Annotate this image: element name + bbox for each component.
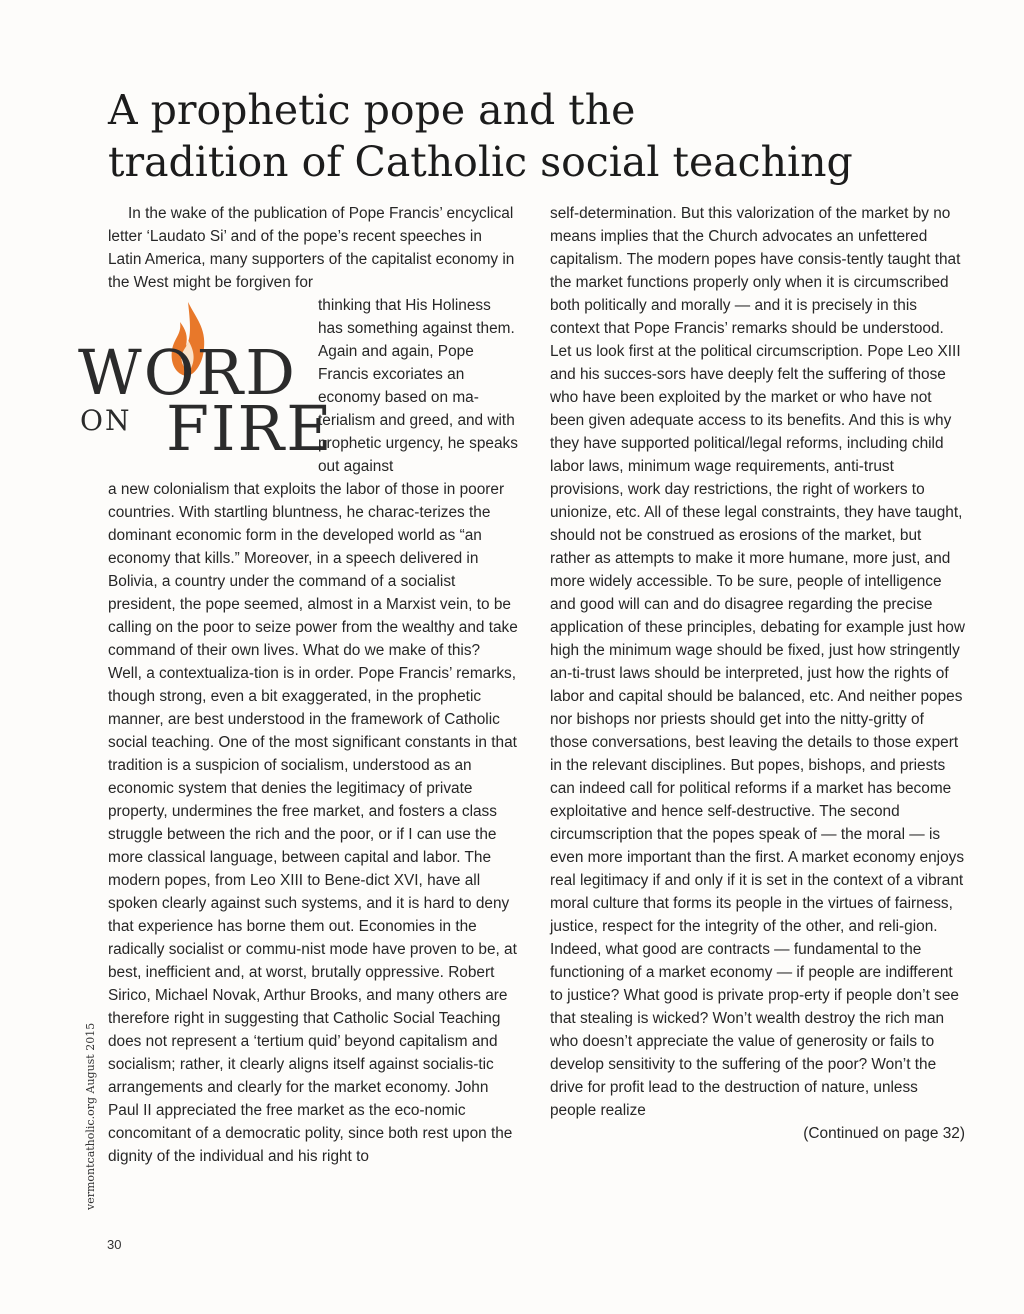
title-line-2: tradition of Catholic social teaching bbox=[108, 138, 853, 186]
title-line-1: A prophetic pope and the bbox=[108, 86, 636, 134]
article-title bbox=[108, 84, 988, 188]
right-body-paragraph: self-determination. But this valorization of the market by no means implies that the Church advocates an unfettered capitalism. The modern popes have consis-tently taught that the market functions properly only when it is circumscribed both politically and morally — and it is precisely in this context that Pope Francis’ remarks should be understood. Let us look first at the political circumscription. Pope Leo XIII and his succes-sors have deeply felt the suffering of those who have been exploited by the market or who have not been given adequate access to its benefits. And this is why they have supported political/legal reforms, including child labor laws, minimum wage requirements, anti-trust provisions, work day restrictions, the right of workers to unionize, etc. All of these legal constraints, they have taught, should not be construed as erosions of the market, but rather as attempts to make it more humane, more just, and more widely accessible. To be sure, people of intelligence and good will can and do disagree regarding the precise application of these principles, debating for example just how high the minimum wage should be fixed, just how stringently an-ti-trust laws should be interpreted, just how the rights of labor and capital should be balanced, etc. And neither popes nor bishops nor priests should get into the nitty-gritty of those conversations, best leaving the details to those expert in the relevant disciplines. But popes, bishops, and priests can indeed call for political reforms if a market has become exploitative and hence self-destructive. The second circumscription that the popes speak of — the moral — is even more important than the first. A market economy enjoys real legitimacy if and only if it is set in the context of a vibrant moral culture that forms its people in the virtues of fairness, justice, respect for the integrity of the other, and reli-gion. Indeed, what good are contracts — fundamental to the functioning of a market economy — if people are indifferent to justice? What good is private prop-erty if people don’t see that stealing is wicked? Won’t wealth destroy the rich man who doesn’t appreciate the value of generosity or fails to develop sensitivity to the suffering of the poor? Won’t the drive for profit lead to the destruction of nature, unless people realize bbox=[550, 205, 965, 1119]
sidebar-publication-info: vermontcatholic.org August 2015 bbox=[84, 1022, 97, 1210]
logo-word-text: WORD bbox=[78, 336, 297, 409]
logo-on-text: ON bbox=[80, 404, 132, 437]
page-number: 30 bbox=[107, 1237, 122, 1252]
wrap-paragraph: thinking that His Holiness has something against them. Again and again, Pope Francis excoriates an economy based on ma-terialism and greed, and with prophetic urgency, he speaks out against bbox=[318, 297, 518, 475]
right-column bbox=[550, 202, 965, 1145]
left-column bbox=[108, 202, 518, 1168]
logo-fire-text: FIRE bbox=[166, 392, 334, 465]
intro-paragraph: In the wake of the publication of Pope Francis’ encyclical letter ‘Laudato Si’ and of the pope’s recent speeches in Latin America, many supporters of the capitalist economy in the West might be forgiven for bbox=[108, 205, 515, 291]
left-body-paragraph: a new colonialism that exploits the labor of those in poorer countries. With startling bluntness, he charac-terizes the dominant economic form in the developed world as “an economy that kills.” Moreover, in a speech delivered in Bolivia, a country under the command of a socialist president, the pope seemed, almost in a Marxist vein, to be calling on the poor to seize power from the wealthy and take command of their own lives. What do we make of this? Well, a contextualiza-tion is in order. Pope Francis’ remarks, though strong, even a bit exaggerated, in the prophetic manner, are best understood in the framework of Catholic social teaching. One of the most significant constants in that tradition is a suspicion of socialism, understood as an economic system that denies the legitimacy of private property, undermines the free market, and fosters a class struggle between the rich and the poor, or if I can use the more classical language, between capital and labor. The modern popes, from Leo XIII to Bene-dict XVI, have all spoken clearly against such systems, and it is hard to deny that experience has borne them out. Economies in the radically socialist or commu-nist mode have proven to be, at best, inefficient and, at worst, brutally oppressive. Robert Sirico, Michael Novak, Arthur Brooks, and many others are therefore right in suggesting that Catholic Social Teaching does not represent a ‘tertium quid’ beyond capitalism and socialism; rather, it clearly aligns itself against socialis-tic arrangements and clearly for the market economy. John Paul II appreciated the free market as the eco-nomic concomitant of a democratic polity, since both rest upon the dignity of the individual and his right to bbox=[108, 481, 518, 1165]
continued-note: (Continued on page 32) bbox=[803, 1125, 965, 1142]
logo-wrap-text-block bbox=[108, 294, 518, 478]
